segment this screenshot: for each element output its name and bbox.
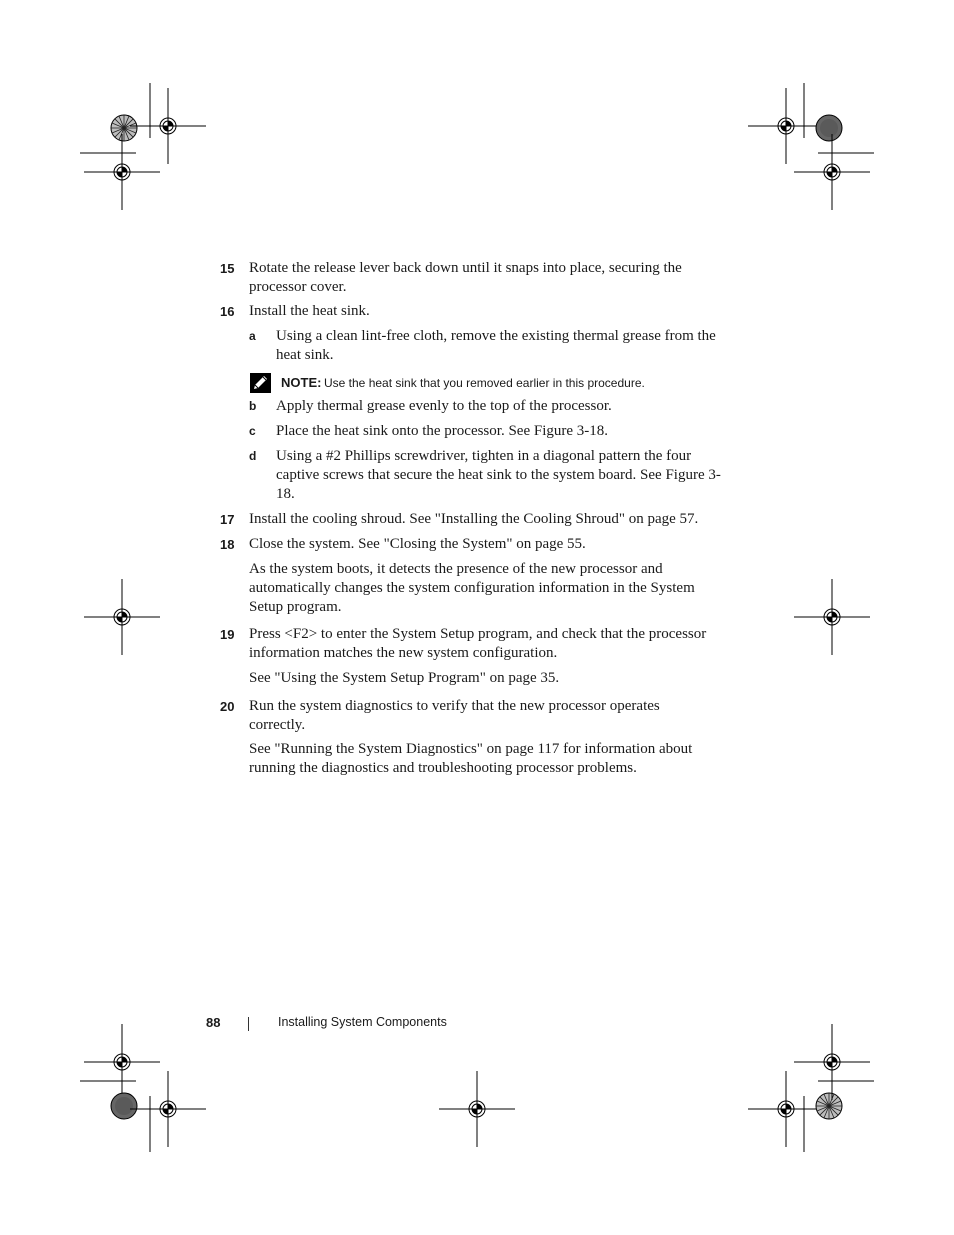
crosshair-registration-icon [794,134,870,210]
step-number: 16 [220,304,235,319]
step-text: Install the cooling shroud. See "Installing the Cooling Shroud" on page 57. [249,511,699,527]
substep-text: Apply thermal grease evenly to the top of the processor. [276,398,612,414]
step-number: 18 [220,537,235,552]
crosshair-registration-icon [130,88,206,164]
star-target-icon [816,1093,842,1119]
dot-target-icon [816,115,842,141]
substep-letter: b [249,399,257,413]
dot-target-icon [111,1093,137,1119]
substep-text: Place the heat sink onto the processor. See Figure 3-18. [276,423,609,439]
crosshair-registration-icon [84,134,160,210]
substep-text: Using a clean lint-free cloth, remove the existing thermal grease from the heat sink. [276,328,716,363]
crosshair-registration-icon [439,1071,515,1147]
crosshair-registration-icon [748,1071,824,1147]
step-paragraph: As the system boots, it detects the presence of the new processor and automatically changes the system configuration information in the System Setup program. [249,561,695,615]
step-text: Install the heat sink. [249,303,370,319]
step-paragraph: See "Using the System Setup Program" on page 35. [249,670,560,686]
substep-letter: a [249,329,256,343]
substep-letter: c [249,424,256,438]
footer-section-title: Installing System Components [278,1015,447,1029]
page-number: 88 [206,1015,221,1030]
step-number: 19 [220,627,235,642]
step-number: 20 [220,699,235,714]
step-text: Close the system. See "Closing the System" on page 55. [249,536,586,552]
footer-divider [248,1017,249,1031]
substep-letter: d [249,449,257,463]
crosshair-registration-icon [794,579,870,655]
crosshair-registration-icon [794,1024,870,1100]
crosshair-registration-icon [748,88,824,164]
substep-text: Using a #2 Phillips screwdriver, tighten in a diagonal pattern the four captive screws that secure the heat sink to the system board. See Figure 3-18. [276,448,721,502]
step-number: 17 [220,512,235,527]
crosshair-registration-icon [84,579,160,655]
note-callout [250,373,720,393]
crosshair-registration-icon [130,1071,206,1147]
star-target-icon [111,115,137,141]
step-number: 15 [220,261,235,276]
step-text: Run the system diagnostics to verify that the new processor operates correctly. [249,698,660,733]
step-text: Press <F2> to enter the System Setup program, and check that the processor information matches the new system configuration. [249,626,707,661]
step-paragraph: See "Running the System Diagnostics" on page 117 for information about running the diagnostics and troubleshooting processor problems. [249,741,693,776]
note-text: Use the heat sink that you removed earlier in this procedure. [324,376,645,390]
note-label: NOTE: [281,375,322,390]
crosshair-registration-icon [84,1024,160,1100]
pencil-note-icon [250,373,271,393]
step-text: Rotate the release lever back down until it snaps into place, securing the processor cover. [249,260,682,295]
